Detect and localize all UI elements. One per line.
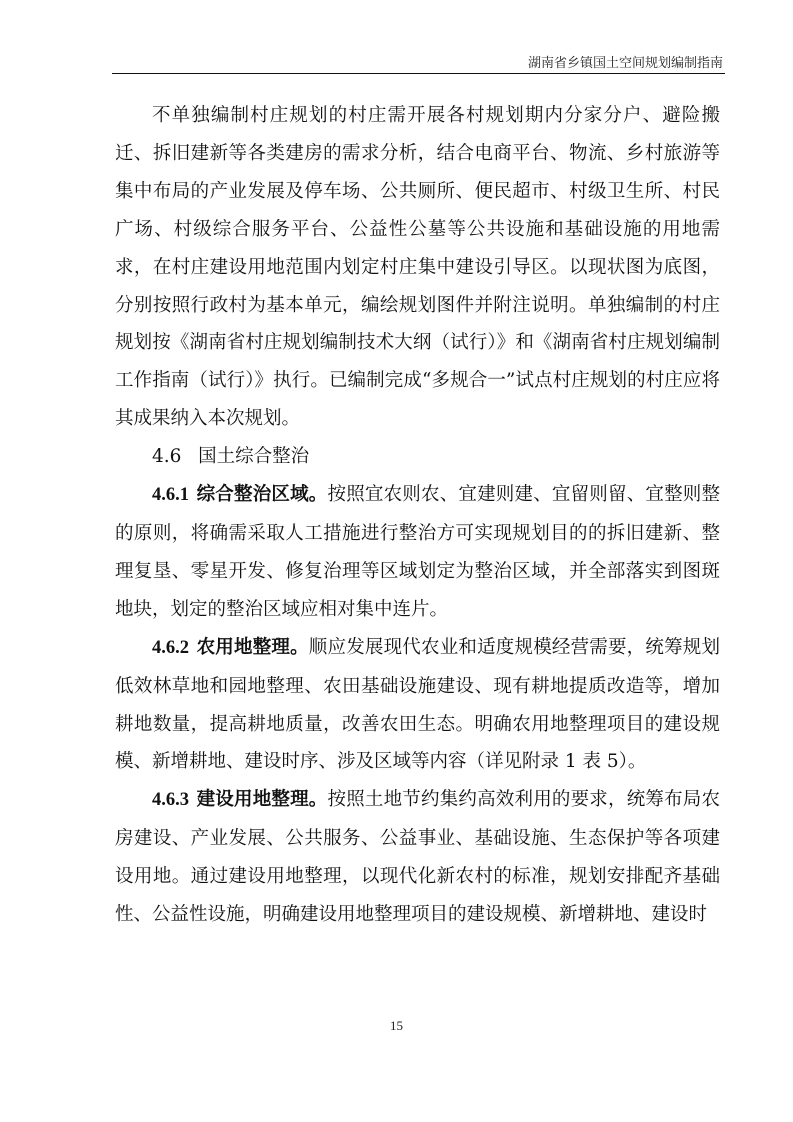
clause-title: 综合整治区域。: [196, 484, 328, 506]
clause-title: 建设用地整理。: [196, 789, 328, 811]
section-title: 国土综合整治: [198, 446, 310, 468]
header-rule: [112, 73, 725, 74]
intro-paragraph: 不单独编制村庄规划的村庄需开展各村规划期内分家分户、避险搬迁、拆旧建新等各类建房的需求分析，结合电商平台、物流、乡村旅游等集中布局的产业发展及停车场、公共厕所、便民超市、村级卫生所、村民广场、村级综合服务平台、公益性公墓等公共设施和基础设施的用地需求，在村庄建设用地范围内划定村庄集中建设引导区。以现状图为底图，分别按照行政村为基本单元，编绘规划图件并附注说明。单独编制的村庄规划按《湖南省村庄规划编制技术大纲（试行）》和《湖南省村庄规划编制工作指南（试行）》执行。已编制完成“多规合一”试点村庄规划的村庄应将其成果纳入本次规划。: [115, 105, 720, 430]
clause-paragraph: [115, 629, 720, 782]
running-header: 湖南省乡镇国土空间规划编制指南: [527, 56, 723, 71]
section-number: 4.6: [152, 446, 182, 468]
clause-number: 4.6.3: [152, 790, 189, 811]
clause-number: 4.6.1: [152, 485, 189, 506]
clause-text: 按照宜农则农、宜建则建、宜留则留、宜整则整的原则，将确需采取人工措施进行整治方可实现规划目的的拆旧建新、整理复垦、零星开发、修复治理等区域划定为整治区域，并全部落实到图斑地块，划定的整治区域应相对集中连片。: [115, 484, 720, 620]
clause-number: 4.6.2: [152, 637, 189, 658]
page-body: [115, 97, 720, 934]
clause-paragraph: [115, 476, 720, 629]
clause-paragraph: [115, 781, 720, 934]
clause-title: 农用地整理。: [196, 636, 309, 658]
clause-text: 按照土地节约集约高效利用的要求，统筹布局农房建设、产业发展、公共服务、公益事业、基础设施、生态保护等各项建设用地。通过建设用地整理，以现代化新农村的标准，规划安排配齐基础性、公益性设施，明确建设用地整理项目的建设规模、新增耕地、建设时: [115, 789, 720, 926]
clause-text: 顺应发展现代农业和适度规模经营需要，统筹规划低效林草地和园地整理、农田基础设施建设、现有耕地提质改造等，增加耕地数量，提高耕地质量，改善农田生态。明确农用地整理项目的建设规模、新增耕地、建设时序、涉及区域等内容（详见附录 1 表 5）。: [115, 636, 720, 773]
section-heading: [115, 438, 720, 476]
page-number: 15: [390, 1018, 403, 1033]
